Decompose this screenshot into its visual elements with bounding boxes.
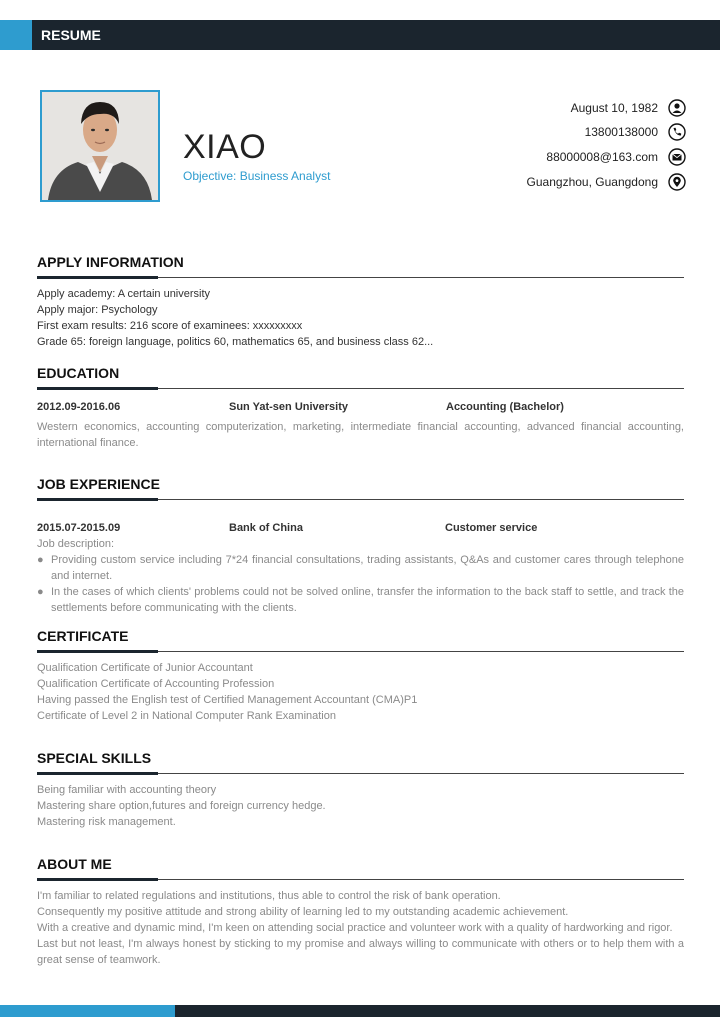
contact-birthday (571, 98, 686, 118)
section-rule (37, 276, 684, 279)
education-row (37, 399, 684, 415)
about-paragraph: Last but not least, I'm always honest by sticking to my promise and always willing to communicate with others or to help them with a great sense of teamwork. (37, 938, 684, 966)
birthday-text: August 10, 1982 (570, 101, 658, 115)
skill-line: Being familiar with accounting theory (37, 784, 217, 796)
section-rule (37, 498, 684, 501)
header-title: RESUME (41, 27, 101, 43)
job-row (37, 520, 684, 536)
about-paragraph: I'm familiar to related regulations and institutions, thus able to control the risk of bank operation. (37, 890, 501, 902)
email-text: 88000008@163.com (546, 150, 658, 164)
section-title: JOB EXPERIENCE (37, 476, 160, 492)
about-paragraph: With a creative and dynamic mind, I'm keen on attending social practice and volunteer work with a quality of hardworking and rigor. (37, 922, 673, 934)
job-date: 2015.07-2015.09 (37, 522, 121, 534)
section-title: APPLY INFORMATION (37, 254, 184, 270)
section-rule (37, 387, 684, 390)
education-major: Accounting (Bachelor) (446, 401, 564, 413)
candidate-name: XIAO (183, 128, 267, 166)
job-bullet (37, 584, 684, 616)
skill-line: Mastering share option,futures and foreign currency hedge. (37, 800, 326, 812)
certificate-line: Having passed the English test of Certified Management Accountant (CMA)P1 (37, 694, 418, 706)
job-bullet-text: Providing custom service including 7*24 financial consultations, trading assistants, Q&As and customer cares through telephone and internet. (51, 554, 684, 582)
header-bar (0, 20, 720, 50)
apply-line: Grade 65: foreign language, politics 60, mathematics 65, and business class 62... (37, 336, 434, 348)
certificate-line: Qualification Certificate of Accounting Profession (37, 678, 275, 690)
section-title: EDUCATION (37, 365, 120, 381)
objective-text: Objective: Business Analyst (183, 169, 331, 183)
header-accent (0, 20, 32, 50)
job-role: Customer service (445, 522, 538, 534)
job-bullet-text: In the cases of which clients' problems could not be solved online, transfer the information to the back staff to settle, and track the settlements before communicating with the clients. (51, 586, 684, 614)
contact-location (527, 172, 686, 192)
person-icon (668, 99, 686, 117)
job-section (37, 474, 684, 616)
skills-section (37, 748, 684, 830)
apply-section (37, 252, 684, 350)
job-company: Bank of China (229, 522, 303, 534)
section-rule (37, 650, 684, 653)
education-school: Sun Yat-sen University (229, 401, 349, 413)
certificate-line: Certificate of Level 2 in National Computer Rank Examination (37, 710, 336, 722)
footer-accent (0, 1005, 175, 1017)
section-title: SPECIAL SKILLS (37, 750, 152, 766)
contact-phone (585, 122, 686, 142)
section-rule (37, 772, 684, 775)
section-title: CERTIFICATE (37, 628, 129, 644)
bullet-icon: ● (37, 586, 44, 598)
apply-line: First exam results: 216 score of examinees: xxxxxxxxx (37, 320, 303, 332)
apply-line: Apply academy: A certain university (37, 288, 211, 300)
education-section (37, 363, 684, 451)
apply-line: Apply major: Psychology (37, 304, 158, 316)
job-description-label: Job description: (37, 538, 115, 550)
phone-text: 13800138000 (584, 125, 658, 139)
about-paragraph: Consequently my positive attitude and strong ability of learning led to my outstanding academic achievement. (37, 906, 569, 918)
email-icon (668, 148, 686, 166)
location-icon (668, 173, 686, 191)
section-title: ABOUT ME (37, 856, 112, 872)
about-section (37, 854, 684, 968)
phone-icon (668, 123, 686, 141)
bullet-icon: ● (37, 554, 44, 566)
job-bullet (37, 552, 684, 584)
footer-bar (0, 1005, 720, 1017)
profile-photo (40, 90, 160, 202)
certificate-section (37, 626, 684, 724)
education-date: 2012.09-2016.06 (37, 401, 121, 413)
section-rule (37, 878, 684, 881)
skill-line: Mastering risk management. (37, 816, 176, 828)
certificate-line: Qualification Certificate of Junior Accountant (37, 662, 253, 674)
education-description: Western economics, accounting computerization, marketing, intermediate financial accounting, advanced financial accounting, international finance. (37, 421, 684, 449)
contact-email (546, 147, 686, 167)
location-text: Guangzhou, Guangdong (526, 175, 658, 189)
